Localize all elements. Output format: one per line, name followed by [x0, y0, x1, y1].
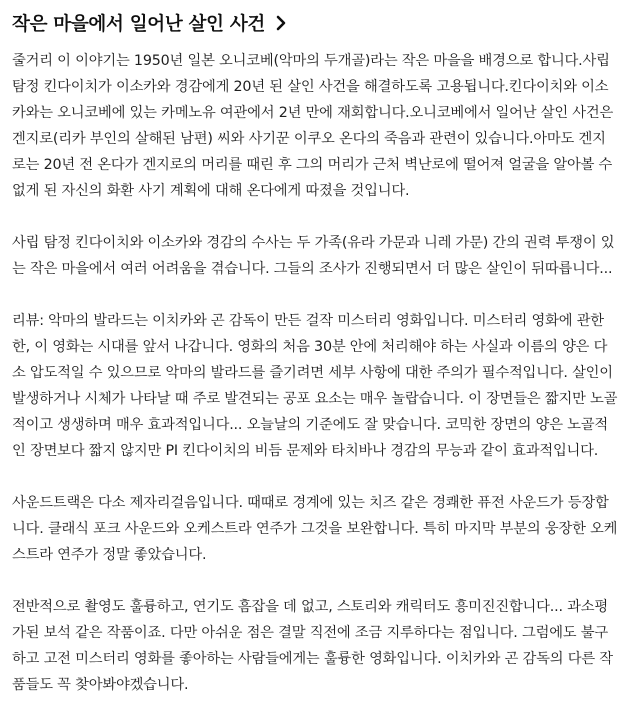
paragraph-synopsis: 줄거리 이 이야기는 1950년 일본 오니코베(악마의 두개골)라는 작은 마을을 배경으로 합니다.사립 탐정 킨다이치가 이소카와 경감에게 20년 된 살인 사건을 해결하도록 고용됩니다.킨다이치와 이소카와는 오니코베에 있는 카메노유 여관에서 2년 만에 재회합니다.오니코베에서 일어난 살인 사건은 겐지로(리카 부인의 살해된 남편) 씨와 사기꾼 이쿠오 온다의 죽음과 관련이 있습니다.아마도 겐지로는 20년 전 온다가 겐지로의 머리를 때린 후 그의 머리가 근처 벽난로에 떨어져 얼굴을 알아볼 수 없게 된 자신의 화환 사기 계획에 대해 온다에게 따졌을 것입니다.	[12, 53, 614, 199]
title-link[interactable]	[12, 8, 619, 38]
paragraph-soundtrack: 사운드트랙은 다소 제자리걸음입니다. 때때로 경계에 있는 치즈 같은 경쾌한 퓨전 사운드가 등장합니다. 클래식 포크 사운드와 오케스트라 연주가 그것을 보완합니다. 특히 마지막 부분의 웅장한 오케스트라 연주가 정말 좋았습니다.	[12, 495, 618, 563]
paragraph-investigation: 사립 탐정 킨다이치와 이소카와 경감의 수사는 두 가족(유라 가문과 니레 가문) 간의 권력 투쟁이 있는 작은 마을에서 여러 어려움을 겪습니다. 그들의 조사가 진행되면서 더 많은 살인이 뒤따릅니다...	[12, 235, 615, 277]
paragraph-review: 리뷰: 악마의 발라드는 이치카와 곤 감독이 만든 걸작 미스터리 영화입니다. 미스터리 영화에 관한 한, 이 영화는 시대를 앞서 나갑니다. 영화의 처음 30분 안에 처리해야 하는 사실과 이름의 양은 다소 압도적일 수 있으므로 악마의 발라드를 즐기려면 세부 사항에 대한 주의가 필수적입니다. 살인이 발생하거나 시체가 나타날 때 주로 발견되는 공포 요소는 매우 놀랍습니다. 이 장면들은 짧지만 노골적이고 생생하며 매우 효과적입니다... 오늘날의 기준에도 잘 맞습니다. 코믹한 장면의 양은 노골적인 장면보다 짧지 않지만 PI 킨다이치의 비듬 문제와 타치바나 경감의 무능과 같이 효과적입니다.	[12, 313, 618, 459]
description-body	[12, 48, 619, 698]
chevron-right-icon	[274, 15, 288, 31]
page-title: 작은 마을에서 일어난 살인 사건	[12, 14, 265, 35]
paragraph-conclusion: 전반적으로 촬영도 훌륭하고, 연기도 흠잡을 데 없고, 스토리와 캐릭터도 흥미진진합니다... 과소평가된 보석 같은 작품이죠. 다만 아쉬운 점은 결말 직전에 조금 지루하다는 점입니다. 그럼에도 불구하고 고전 미스터리 영화를 좋아하는 사람들에게는 훌륭한 영화입니다. 이치카와 곤 감독의 다른 작품들도 꼭 찾아봐야겠습니다.	[12, 599, 613, 693]
